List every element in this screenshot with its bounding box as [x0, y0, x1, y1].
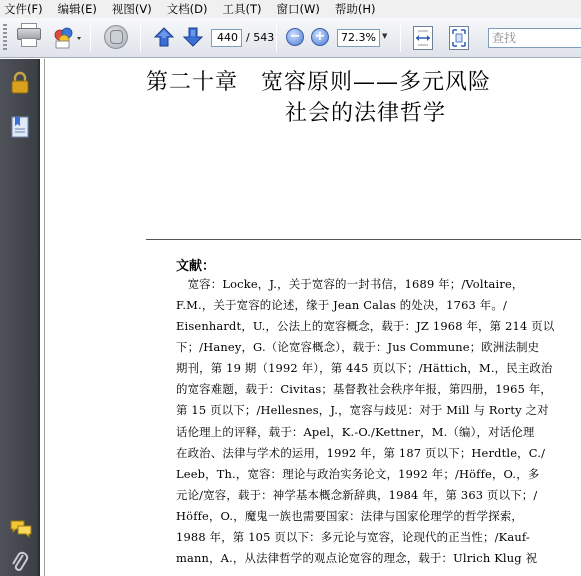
- previous-page-button[interactable]: [153, 26, 175, 51]
- menu-help[interactable]: 帮助(H): [334, 2, 376, 16]
- page-edge: [44, 59, 45, 576]
- reference-line: Leeb，Th.，宽容：理论与政治实务论文，1992 年；/Höffe，O.，多: [176, 467, 540, 481]
- reference-line: 期刊，第 19 期（1992 年），第 445 页以下；/Hättich，M.，民主政治: [176, 361, 553, 375]
- menu-bar: [0, 0, 581, 18]
- reference-line: 在政治、法律与学术的运用，1992 年，第 187 页以下；Herdtle，C./: [176, 446, 546, 460]
- collaborate-button[interactable]: [52, 26, 74, 48]
- hand-tool-icon: [110, 30, 123, 44]
- reference-line: 元论/宽容，载于：神学基本概念新辞典，1984 年，第 363 页以下；/: [176, 488, 538, 502]
- menu-view[interactable]: 视图(V): [111, 2, 152, 16]
- toolbar-separator: [140, 24, 141, 52]
- collaborate-icon: [52, 26, 82, 50]
- page-number-input[interactable]: 440: [211, 29, 242, 47]
- lock-icon: [9, 71, 31, 95]
- reference-line: 下；/Haney，G.（论宽容概念），载于：Jus Commune；欧洲法制史: [176, 340, 540, 354]
- comments-button[interactable]: [9, 518, 33, 543]
- comments-icon: [9, 518, 33, 540]
- menu-tools[interactable]: 工具(T): [222, 2, 262, 16]
- zoom-in-button[interactable]: [311, 28, 329, 46]
- menu-document[interactable]: 文档(D): [166, 2, 208, 16]
- next-page-button[interactable]: [182, 26, 204, 51]
- security-lock-button[interactable]: [9, 71, 31, 98]
- paperclip-icon: [9, 551, 31, 575]
- reference-line: 话伦理上的评释，载于：Apel，K.-O./Kettner，M.（编），对话伦理: [176, 425, 535, 439]
- reference-line: F.M.，关于宽容的论述，缘于 Jean Calas 的处决，1763 年。/: [176, 298, 508, 312]
- reference-line: 1988 年，第 105 页以下：多元论与宽容，论现代的正当性；/Kauf-: [176, 530, 530, 544]
- chevron-down-icon: ▼: [382, 32, 388, 40]
- reference-line: 第 15 页以下；/Hellesnes，J.，宽容与歧见：对于 Mill 与 Rorty 之对: [176, 403, 549, 417]
- plus-icon: +: [314, 29, 326, 44]
- chapter-title: 第二十章 宽容原则——多元风险: [146, 70, 492, 95]
- reference-line: Eisenhardt，U.，公法上的宽容概念，载于：JZ 1968 年，第 214 页以: [176, 319, 555, 333]
- zoom-level-input[interactable]: 72.3%: [337, 29, 380, 47]
- fit-width-icon: [414, 27, 432, 49]
- reference-line: Höffe，O.，魔鬼一族也需要国家：法律与国家伦理学的哲学探索，: [176, 509, 524, 523]
- reference-line: 宽容：Locke，J.，关于宽容的一封书信，1689 年；/Voltaire，: [176, 277, 524, 291]
- zoom-dropdown-button[interactable]: [382, 31, 387, 40]
- menu-edit[interactable]: 编辑(E): [57, 2, 97, 16]
- arrow-up-icon: [153, 26, 175, 48]
- arrow-down-icon: [182, 26, 204, 48]
- bookmarks-button[interactable]: [9, 115, 31, 142]
- minus-icon: −: [289, 29, 301, 44]
- bookmarks-icon: [9, 115, 31, 139]
- chapter-title-line2: 社会的法律哲学: [285, 101, 447, 126]
- page-total-label: / 543: [246, 31, 275, 44]
- reference-line: mann，A.，从法律哲学的观点论宽容的理念，载于：Ulrich Klug 祝: [176, 551, 538, 565]
- navigation-panel: [0, 59, 40, 576]
- fit-width-button[interactable]: [413, 26, 433, 50]
- menu-file[interactable]: 文件(F): [4, 2, 43, 16]
- fit-page-icon: [450, 27, 468, 49]
- toolbar-separator: [276, 24, 277, 52]
- toolbar-separator: [90, 24, 91, 52]
- zoom-out-button[interactable]: [286, 28, 304, 46]
- fit-page-button[interactable]: [449, 26, 469, 50]
- search-input[interactable]: 查找: [488, 28, 581, 48]
- references-heading: 文献：: [176, 259, 216, 274]
- attachments-button[interactable]: [9, 551, 31, 576]
- toolbar-grip[interactable]: [3, 24, 7, 52]
- menu-window[interactable]: 窗口(W): [276, 2, 320, 16]
- reference-line: 的宽容难题，载于：Civitas；基督教社会秩序年报，第四册，1965 年，: [176, 382, 553, 396]
- horizontal-rule: [146, 239, 581, 240]
- toolbar-separator: [400, 24, 401, 52]
- toolbar: [0, 18, 581, 58]
